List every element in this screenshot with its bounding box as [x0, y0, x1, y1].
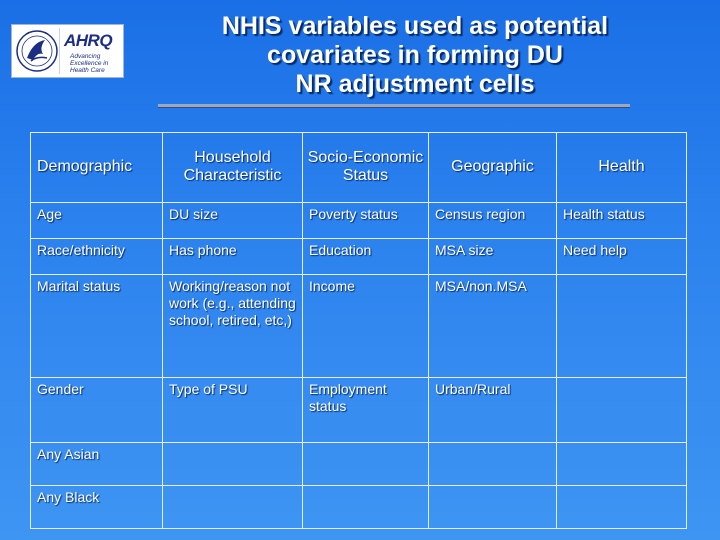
title-divider: [158, 104, 630, 107]
table-cell: Census region: [429, 202, 557, 238]
table-cell: MSA size: [429, 238, 557, 274]
column-header: Household Characteristic: [163, 133, 303, 203]
column-header: Geographic: [429, 133, 557, 203]
title-line: covariates in forming DU: [267, 41, 563, 69]
hhs-eagle-icon: [15, 28, 60, 74]
table-header-row: [31, 133, 687, 203]
table-cell: Race/ethnicity: [31, 238, 163, 274]
table-cell: Education: [303, 238, 429, 274]
agency-logo: [11, 24, 124, 78]
table-cell: [303, 485, 429, 528]
column-header: Demographic: [31, 133, 163, 203]
table-cell: Gender: [31, 377, 163, 442]
table-cell: [163, 485, 303, 528]
title-line: NR adjustment cells: [295, 70, 535, 98]
table-row: [31, 485, 687, 528]
table-row: [31, 238, 687, 274]
table-cell: [557, 377, 687, 442]
table-row: [31, 275, 687, 377]
table-cell: [557, 442, 687, 485]
table-cell: Type of PSU: [163, 377, 303, 442]
table-cell: [303, 442, 429, 485]
table-cell: Any Black: [31, 485, 163, 528]
ahrq-wordmark: AHRQ: [64, 31, 113, 50]
table-cell: [557, 485, 687, 528]
table-cell: [557, 275, 687, 377]
table-row: [31, 377, 687, 442]
column-header: Socio-Economic Status: [303, 133, 429, 203]
table-cell: Age: [31, 202, 163, 238]
table-cell: [163, 442, 303, 485]
table-cell: MSA/non.MSA: [429, 275, 557, 377]
title-line: NHIS variables used as potential: [221, 12, 609, 40]
table-cell: Need help: [557, 238, 687, 274]
slide-title: [130, 12, 700, 99]
table-cell: [429, 485, 557, 528]
table-cell: Income: [303, 275, 429, 377]
table-cell: Has phone: [163, 238, 303, 274]
table-cell: Any Asian: [31, 442, 163, 485]
column-header: Health: [557, 133, 687, 203]
table-cell: Health status: [557, 202, 687, 238]
table-cell: Poverty status: [303, 202, 429, 238]
table-row: [31, 202, 687, 238]
table-cell: Marital status: [31, 275, 163, 377]
table-cell: [429, 442, 557, 485]
table-cell: Employment status: [303, 377, 429, 442]
table-cell: Urban/Rural: [429, 377, 557, 442]
table-cell: DU size: [163, 202, 303, 238]
covariates-table: [30, 132, 687, 529]
table-cell: Working/reason not work (e.g., attending school, retired, etc,): [163, 275, 303, 377]
ahrq-tagline: Advancing Excellence in Health Care: [70, 53, 109, 74]
table-row: [31, 442, 687, 485]
